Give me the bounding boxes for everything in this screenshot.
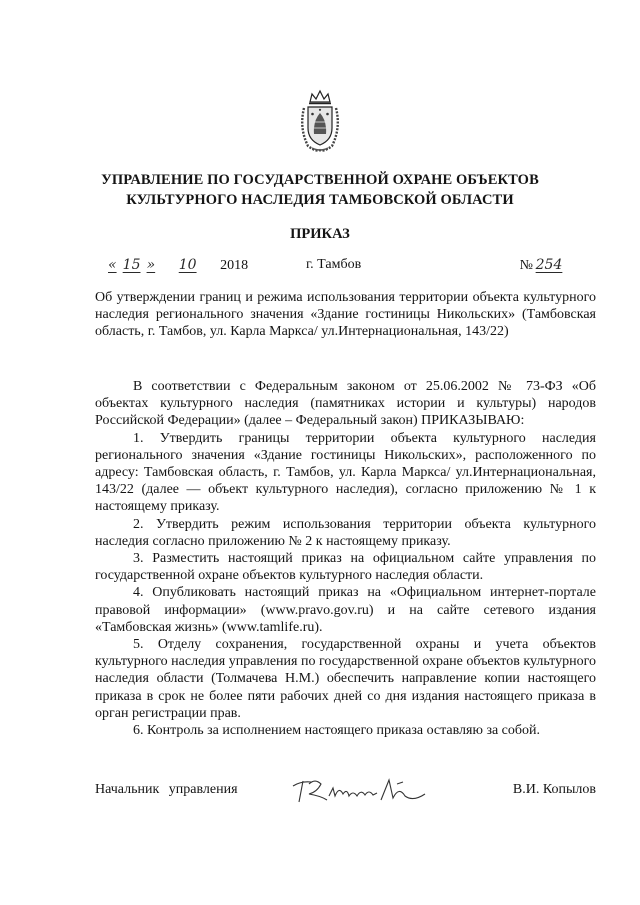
order-meta-row: [108, 257, 565, 279]
signatory-position: Начальник управления: [95, 782, 238, 797]
organization-title-line-2: КУЛЬТУРНОГО НАСЛЕДИЯ ТАМБОВСКОЙ ОБЛАСТИ: [126, 192, 514, 208]
date-quote-close: »: [146, 257, 156, 273]
date-day: 15: [122, 257, 141, 273]
order-number: [520, 257, 565, 274]
order-item-3: 3. Разместить настоящий приказ на официальном сайте управления по государственной охране объектов культурного наследия области.: [95, 551, 596, 584]
order-item-6: 6. Контроль за исполнением настоящего приказа оставляю за собой.: [133, 723, 541, 739]
document-type-heading: ПРИКАЗ: [290, 226, 350, 242]
order-date: [108, 257, 248, 274]
signature-row: [95, 772, 596, 812]
order-city: г. Тамбов: [306, 257, 362, 272]
order-item-1: 1. Утвердить границы территории объекта культурного наследия регионального значения «Здание гостиницы Никольских», расположенного по адресу: Тамбовская область, г. Тамбов, ул. Карла Маркса/ ул.Интернациональная, 143/22 (далее — объект культурного наследия), согласно приложению № 1 к настоящему приказу.: [95, 430, 596, 515]
number-value: 254: [535, 257, 563, 273]
order-item-2: 2. Утвердить режим использования территории объекта культурного наследия согласно приложению № 2 к настоящему приказу.: [95, 516, 596, 549]
number-sign: №: [519, 258, 533, 273]
order-item-5: 5. Отделу сохранения, государственной охраны и учета объектов культурного наследия управления по государственной охране объектов культурного наследия области (Толмачева Н.М.) обеспечить направление копии настоящего приказа в срок не более пяти рабочих дней со дня издания настоящего приказа в орган регистрации прав.: [95, 637, 596, 721]
order-body: [95, 378, 596, 739]
coat-of-arms-icon: [298, 88, 342, 154]
handwritten-signature-icon: [287, 772, 437, 808]
date-quote-open: «: [108, 257, 117, 273]
order-subject: Об утверждении границ и режима использования территории объекта культурного наследия регионального значения «Здание гостиницы Никольских» (Тамбовская область, г. Тамбов, ул. Карла Маркса/ ул.Интернациональная, 143/22): [95, 290, 596, 339]
order-item-4: 4. Опубликовать настоящий приказ на «Официальном интернет-портале правовой информации» (www.pravo.gov.ru) и на сайте сетевого издания «Тамбовская жизнь» (www.tamlife.ru).: [95, 585, 596, 635]
signatory-name: В.И. Копылов: [512, 782, 596, 797]
date-month: 10: [178, 257, 197, 273]
organization-title-line-1: УПРАВЛЕНИЕ ПО ГОСУДАРСТВЕННОЙ ОХРАНЕ ОБЪЕКТОВ: [101, 172, 539, 188]
organization-title: [60, 170, 580, 210]
date-year: 2018: [220, 258, 249, 273]
preamble-paragraph: В соответствии с Федеральным законом от 25.06.2002 № 73-ФЗ «Об объектах культурного наследия (памятниках истории и культуры) народов Российской Федерации» (далее – Федеральный закон) ПРИКАЗЫВАЮ:: [95, 379, 596, 429]
